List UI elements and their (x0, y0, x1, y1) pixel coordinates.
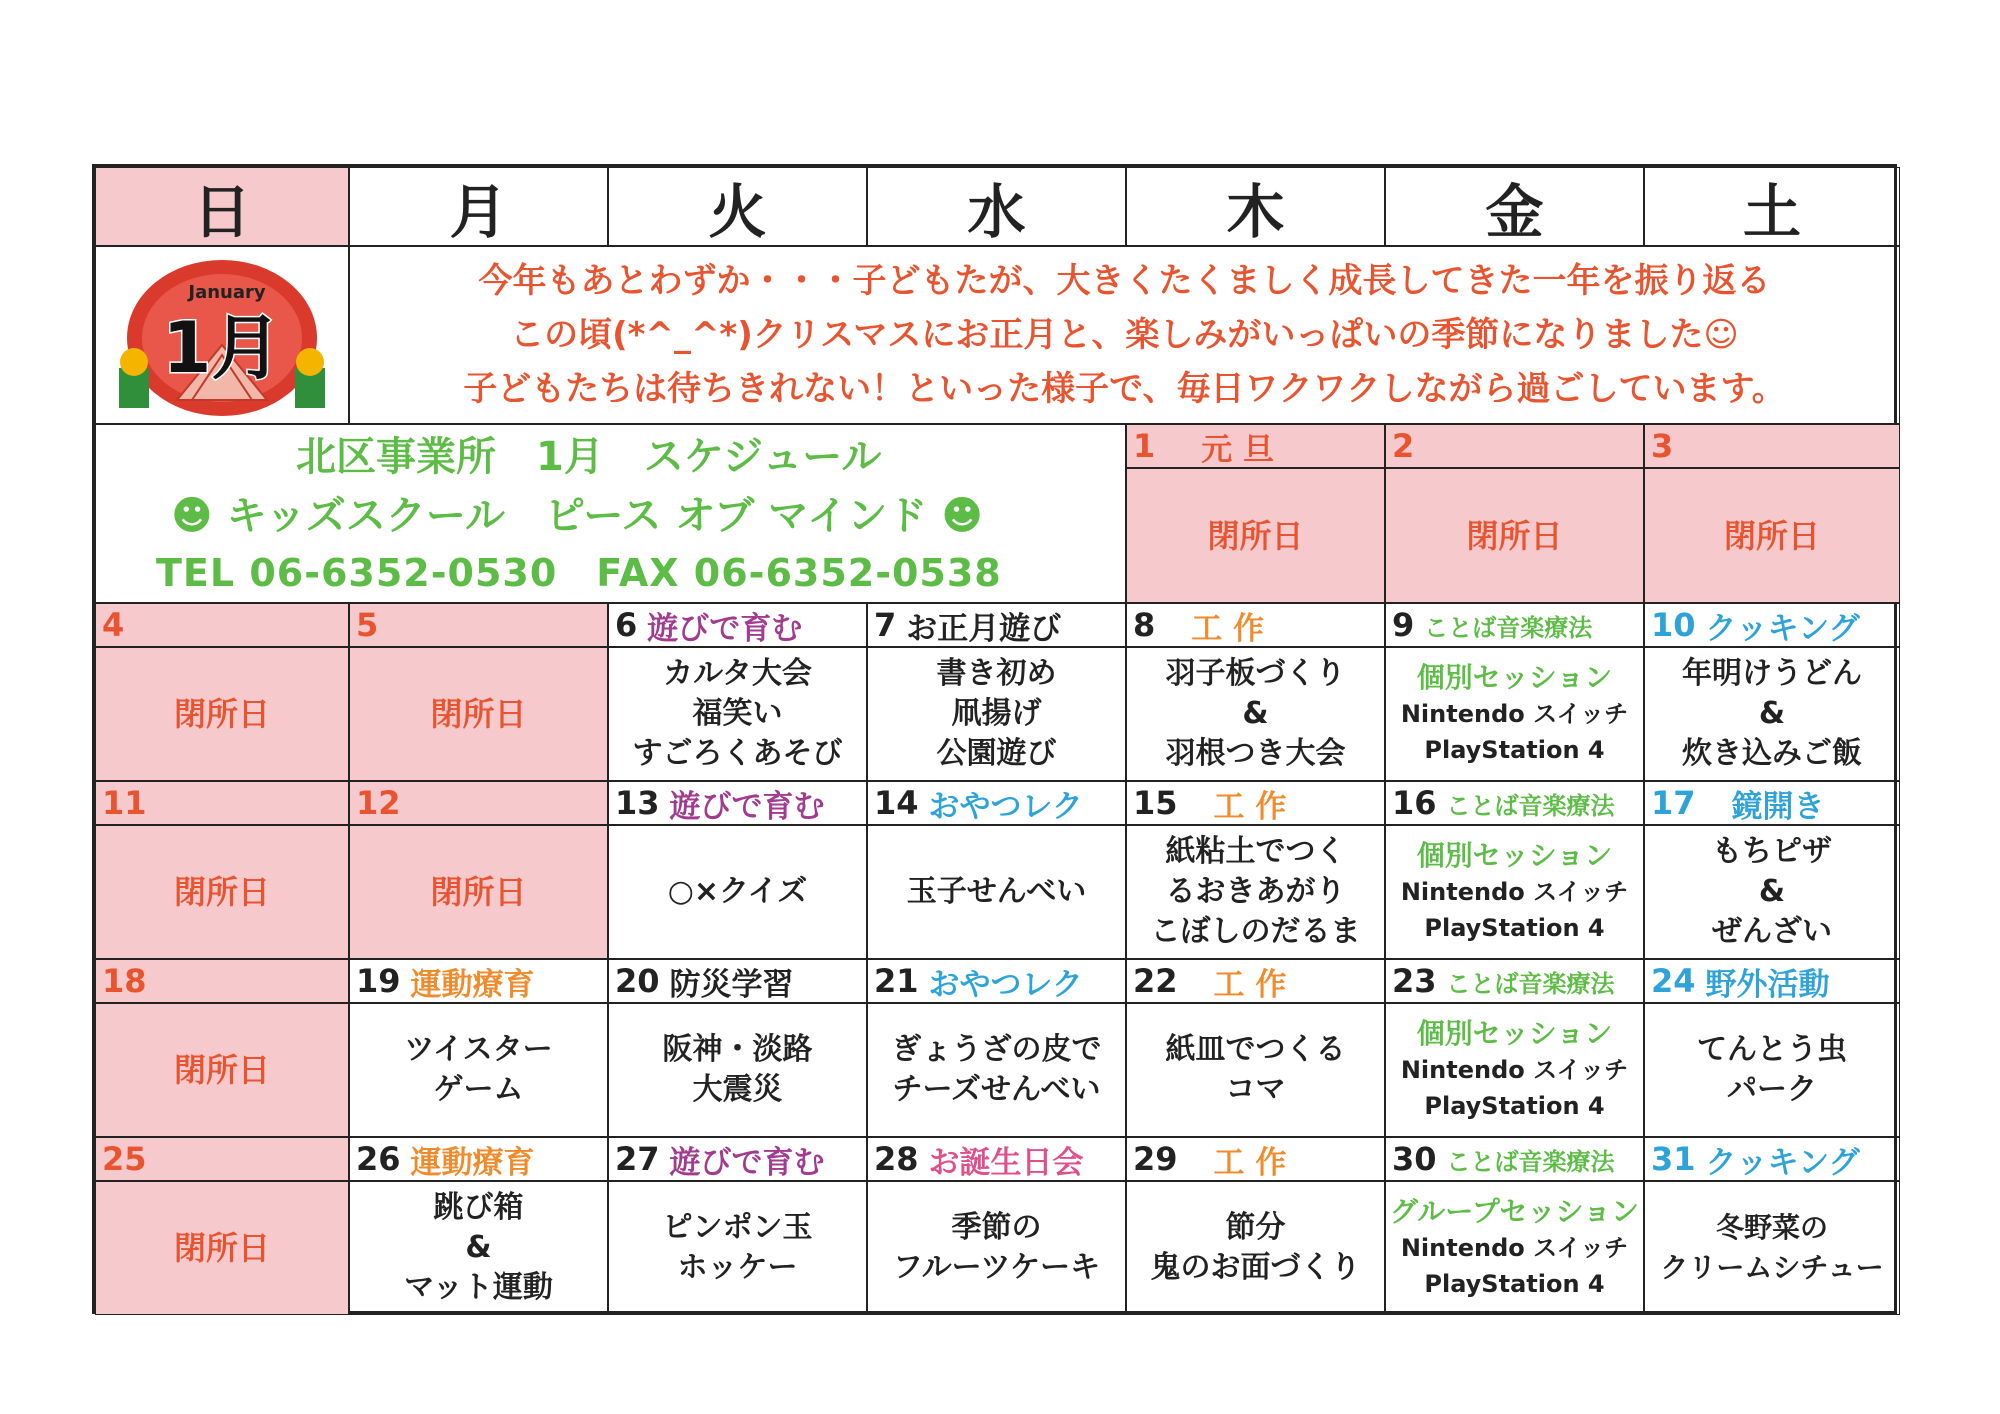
schedule-title: 北区事業所 1月 スケジュール (296, 433, 882, 480)
day-header-25: 25 (95, 1137, 349, 1181)
day-body-6: カルタ大会 福笑い すごろくあそび (608, 647, 867, 781)
day-body-14: 玉子せんべい (867, 825, 1126, 959)
day-body-25: 閉所日 (95, 1181, 349, 1315)
day-header-16: 16 ことば音楽療法 (1385, 781, 1644, 825)
day-header-24: 24 野外活動 (1644, 959, 1900, 1003)
day-body-2: 閉所日 (1385, 468, 1644, 603)
day-header-2: 2 (1385, 424, 1644, 468)
svg-text:January: January (188, 282, 266, 303)
message-line: この頃(*^_^*)クリスマスにお正月と、楽しみがいっぱいの季節になりました☺ (510, 315, 1739, 355)
day-header-22: 22 工 作 (1126, 959, 1385, 1003)
weekday-wed: 水 (867, 167, 1126, 246)
day-header-17: 17 鏡開き (1644, 781, 1900, 825)
day-header-29: 29 工 作 (1126, 1137, 1385, 1181)
day-header-3: 3 (1644, 424, 1900, 468)
weekday-thu: 木 (1126, 167, 1385, 246)
monthly-message (349, 246, 1900, 424)
new-year-badge (95, 246, 349, 424)
day-header-10: 10 クッキング (1644, 603, 1900, 647)
school-name: ☻ キッズスクール ピース オブ マインド ☻ (171, 492, 983, 539)
office-info (95, 424, 1126, 603)
day-body-26: 跳び箱 & マット運動 (349, 1181, 608, 1315)
contact-numbers: TEL 06-6352-0530 FAX 06-6352-0538 (156, 550, 1002, 595)
weekday-tue: 火 (608, 167, 867, 246)
day-body-17: もちピザ & ぜんざい (1644, 825, 1900, 959)
day-header-11: 11 (95, 781, 349, 825)
day-header-28: 28 お誕生日会 (867, 1137, 1126, 1181)
day-body-16: 個別セッション Nintendo スイッチ PlayStation 4 (1385, 825, 1644, 959)
day-header-9: 9 ことば音楽療法 (1385, 603, 1644, 647)
svg-text:1月: 1月 (162, 307, 282, 389)
day-body-21: ぎょうざの皮で チーズせんべい (867, 1003, 1126, 1137)
calendar-grid (92, 164, 1897, 1314)
day-body-12: 閉所日 (349, 825, 608, 959)
weekday-sun: 日 (95, 167, 349, 246)
day-body-18: 閉所日 (95, 1003, 349, 1137)
day-body-4: 閉所日 (95, 647, 349, 781)
day-body-27: ピンポン玉 ホッケー (608, 1181, 867, 1315)
day-body-24: てんとう虫 パーク (1644, 1003, 1900, 1137)
day-header-18: 18 (95, 959, 349, 1003)
day-header-21: 21 おやつレク (867, 959, 1126, 1003)
day-body-28: 季節の フルーツケーキ (867, 1181, 1126, 1315)
weekday-fri: 金 (1385, 167, 1644, 246)
day-body-31: 冬野菜の クリームシチュー (1644, 1181, 1900, 1315)
day-body-29: 節分 鬼のお面づくり (1126, 1181, 1385, 1315)
day-header-4: 4 (95, 603, 349, 647)
day-header-19: 19 運動療育 (349, 959, 608, 1003)
day-body-10: 年明けうどん & 炊き込みご飯 (1644, 647, 1900, 781)
day-body-15: 紙粘土でつく るおきあがり こぼしのだるま (1126, 825, 1385, 959)
day-body-30: グループセッション Nintendo スイッチ PlayStation 4 (1385, 1181, 1644, 1315)
day-header-14: 14 おやつレク (867, 781, 1126, 825)
day-header-15: 15 工 作 (1126, 781, 1385, 825)
day-header-6: 6 遊びで育む (608, 603, 867, 647)
day-header-23: 23 ことば音楽療法 (1385, 959, 1644, 1003)
weekday-mon: 月 (349, 167, 608, 246)
day-body-7: 書き初め 凧揚げ 公園遊び (867, 647, 1126, 781)
day-body-20: 阪神・淡路 大震災 (608, 1003, 867, 1137)
day-body-8: 羽子板づくり & 羽根つき大会 (1126, 647, 1385, 781)
day-header-27: 27 遊びで育む (608, 1137, 867, 1181)
day-body-22: 紙皿でつくる コマ (1126, 1003, 1385, 1137)
weekday-sat: 土 (1644, 167, 1900, 246)
day-header-7: 7 お正月遊び (867, 603, 1126, 647)
message-line: 今年もあとわずか・・・子どもたが、大きくたくましく成長してきた一年を振り返る (478, 261, 1771, 301)
day-header-30: 30 ことば音楽療法 (1385, 1137, 1644, 1181)
day-header-13: 13 遊びで育む (608, 781, 867, 825)
day-header-1: 1 元 旦 (1126, 424, 1385, 468)
new-year-fan-icon (107, 250, 337, 420)
day-body-5: 閉所日 (349, 647, 608, 781)
day-header-20: 20 防災学習 (608, 959, 867, 1003)
day-body-9: 個別セッション Nintendo スイッチ PlayStation 4 (1385, 647, 1644, 781)
day-header-12: 12 (349, 781, 608, 825)
day-body-19: ツイスター ゲーム (349, 1003, 608, 1137)
day-header-26: 26 運動療育 (349, 1137, 608, 1181)
day-body-11: 閉所日 (95, 825, 349, 959)
day-header-31: 31 クッキング (1644, 1137, 1900, 1181)
day-body-23: 個別セッション Nintendo スイッチ PlayStation 4 (1385, 1003, 1644, 1137)
day-body-1: 閉所日 (1126, 468, 1385, 603)
day-body-13: ○×クイズ (608, 825, 867, 959)
message-line: 子どもたちは待ちきれない！といった様子で、毎日ワクワクしながら過ごしています。 (463, 369, 1786, 409)
day-header-5: 5 (349, 603, 608, 647)
day-body-3: 閉所日 (1644, 468, 1900, 603)
day-header-8: 8 工 作 (1126, 603, 1385, 647)
